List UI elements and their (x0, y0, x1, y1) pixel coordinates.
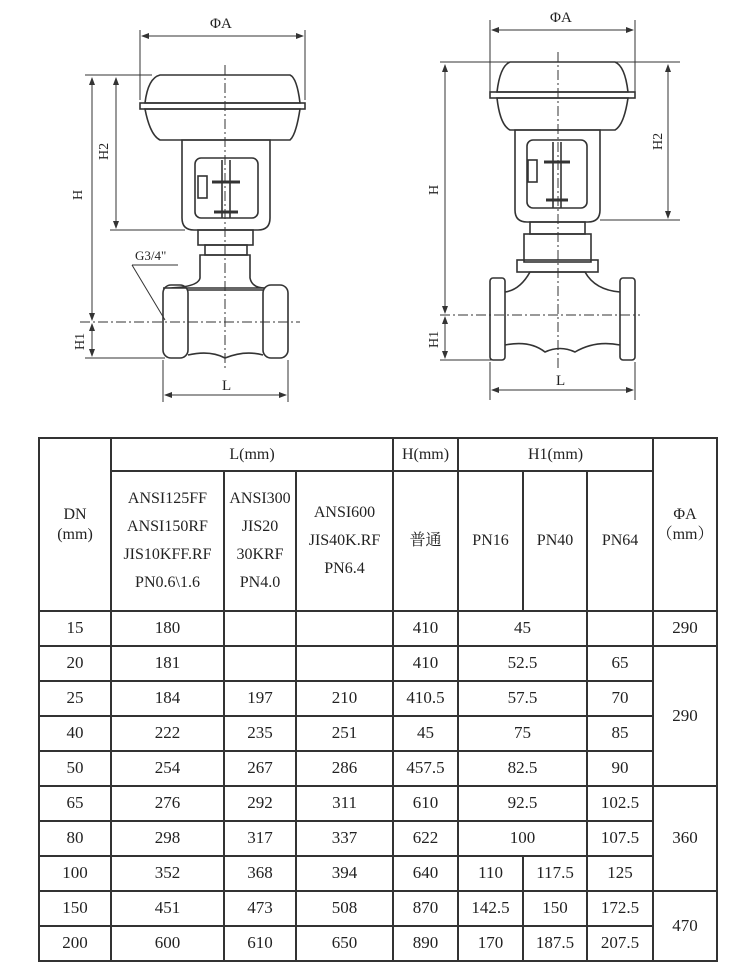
dn-cell: 15 (39, 611, 111, 646)
h1-pn64-cell (587, 611, 653, 646)
h1-pn64-cell: 90 (587, 751, 653, 786)
l-col3-cell: 508 (296, 891, 393, 926)
dn-cell: 200 (39, 926, 111, 961)
h1-pn16-cell: 110 (458, 856, 523, 891)
h1-pn40-cell: 117.5 (523, 856, 587, 891)
l-col2-cell: 292 (224, 786, 296, 821)
h-cell: 410 (393, 646, 458, 681)
l-col3-cell: 286 (296, 751, 393, 786)
h1-pn16-pn40-cell: 82.5 (458, 751, 587, 786)
h1-pn16-pn40-cell: 45 (458, 611, 587, 646)
l-col1-cell: 352 (111, 856, 224, 891)
l-col3-cell: 650 (296, 926, 393, 961)
h-cell: 457.5 (393, 751, 458, 786)
h-header: H(mm) (393, 438, 458, 471)
right-l-label: L (556, 373, 566, 389)
l-col2-cell (224, 646, 296, 681)
l-col3-cell: 337 (296, 821, 393, 856)
right-h2-label: H2 (651, 132, 666, 150)
table-row (39, 681, 717, 716)
l-col1-cell: 222 (111, 716, 224, 751)
h-cell: 870 (393, 891, 458, 926)
dimension-table (38, 437, 718, 962)
h1-pn64-cell: 102.5 (587, 786, 653, 821)
h1-pn64-cell: 125 (587, 856, 653, 891)
dn-header: DN (mm) (39, 438, 111, 611)
h1-pn40-cell: 150 (523, 891, 587, 926)
left-h2-label: H2 (97, 142, 112, 160)
left-l-label: L (222, 378, 232, 394)
l-col3-cell (296, 646, 393, 681)
l-col3-cell: 311 (296, 786, 393, 821)
table-row (39, 646, 717, 681)
h-cell: 45 (393, 716, 458, 751)
phi-a-cell: 470 (653, 891, 717, 961)
left-phi-a-label: ΦA (210, 16, 232, 32)
h1-pn16-pn40-cell: 92.5 (458, 786, 587, 821)
phi-a-header: ΦA （mm） (653, 438, 717, 611)
table-row (39, 786, 717, 821)
threaded-valve-drawing (80, 30, 305, 402)
dn-cell: 80 (39, 821, 111, 856)
l-header: L(mm) (111, 438, 393, 471)
h-cell: 890 (393, 926, 458, 961)
dn-cell: 65 (39, 786, 111, 821)
h1-pn64-cell: 172.5 (587, 891, 653, 926)
table-row (39, 821, 717, 856)
pn64-header: PN64 (587, 471, 653, 611)
phi-a-cell: 360 (653, 786, 717, 891)
table-row (39, 611, 717, 646)
l-col2-cell: 267 (224, 751, 296, 786)
dn-cell: 150 (39, 891, 111, 926)
l-col3-cell: 394 (296, 856, 393, 891)
l-col3-cell (296, 611, 393, 646)
l-col1-cell: 184 (111, 681, 224, 716)
h1-pn16-pn40-cell: 100 (458, 821, 587, 856)
l-col2-cell: 610 (224, 926, 296, 961)
h-cell: 622 (393, 821, 458, 856)
l-col2-cell: 368 (224, 856, 296, 891)
h1-header: H1(mm) (458, 438, 653, 471)
l-col1-cell: 451 (111, 891, 224, 926)
flanged-valve-drawing (440, 20, 680, 400)
h1-pn16-cell: 170 (458, 926, 523, 961)
table-row (39, 751, 717, 786)
h1-pn64-cell: 70 (587, 681, 653, 716)
right-h-label: H (427, 184, 442, 195)
h1-pn16-pn40-cell: 52.5 (458, 646, 587, 681)
dn-cell: 50 (39, 751, 111, 786)
table-row (39, 716, 717, 751)
l-col2-cell: 197 (224, 681, 296, 716)
h1-pn16-pn40-cell: 75 (458, 716, 587, 751)
l-col3-cell: 210 (296, 681, 393, 716)
valve-dimension-drawings (0, 0, 750, 420)
l-col2-cell: 473 (224, 891, 296, 926)
dn-cell: 20 (39, 646, 111, 681)
table-row (39, 856, 717, 891)
h1-pn16-cell: 142.5 (458, 891, 523, 926)
h1-pn64-cell: 65 (587, 646, 653, 681)
l-col1-cell: 181 (111, 646, 224, 681)
l-col2-cell (224, 611, 296, 646)
h-cell: 410 (393, 611, 458, 646)
table-row (39, 891, 717, 926)
pn16-header: PN16 (458, 471, 523, 611)
l-col2-cell: 317 (224, 821, 296, 856)
right-phi-a-label: ΦA (550, 10, 572, 26)
dn-cell: 25 (39, 681, 111, 716)
l-col3-cell: 251 (296, 716, 393, 751)
l-standard-col1: ANSI125FF ANSI150RF JIS10KFF.RF PN0.6\1.6 (111, 471, 224, 611)
connection-thread-label: G3/4" (135, 248, 167, 263)
h-cell: 410.5 (393, 681, 458, 716)
right-h1-label: H1 (427, 330, 442, 348)
h1-pn64-cell: 207.5 (587, 926, 653, 961)
l-col1-cell: 298 (111, 821, 224, 856)
l-standard-col2: ANSI300 JIS20 30KRF PN4.0 (224, 471, 296, 611)
h1-pn40-cell: 187.5 (523, 926, 587, 961)
l-col1-cell: 276 (111, 786, 224, 821)
h1-pn64-cell: 85 (587, 716, 653, 751)
l-col2-cell: 235 (224, 716, 296, 751)
phi-a-cell: 290 (653, 646, 717, 786)
phi-a-cell: 290 (653, 611, 717, 646)
h1-pn64-cell: 107.5 (587, 821, 653, 856)
h-cell: 640 (393, 856, 458, 891)
h-normal-header: 普通 (393, 471, 458, 611)
table-row (39, 926, 717, 961)
l-col1-cell: 180 (111, 611, 224, 646)
l-col1-cell: 600 (111, 926, 224, 961)
h1-pn16-pn40-cell: 57.5 (458, 681, 587, 716)
l-standard-col3: ANSI600 JIS40K.RF PN6.4 (296, 471, 393, 611)
left-h-label: H (71, 189, 86, 200)
pn40-header: PN40 (523, 471, 587, 611)
left-h1-label: H1 (73, 332, 88, 350)
dn-cell: 40 (39, 716, 111, 751)
l-col1-cell: 254 (111, 751, 224, 786)
dn-cell: 100 (39, 856, 111, 891)
h-cell: 610 (393, 786, 458, 821)
